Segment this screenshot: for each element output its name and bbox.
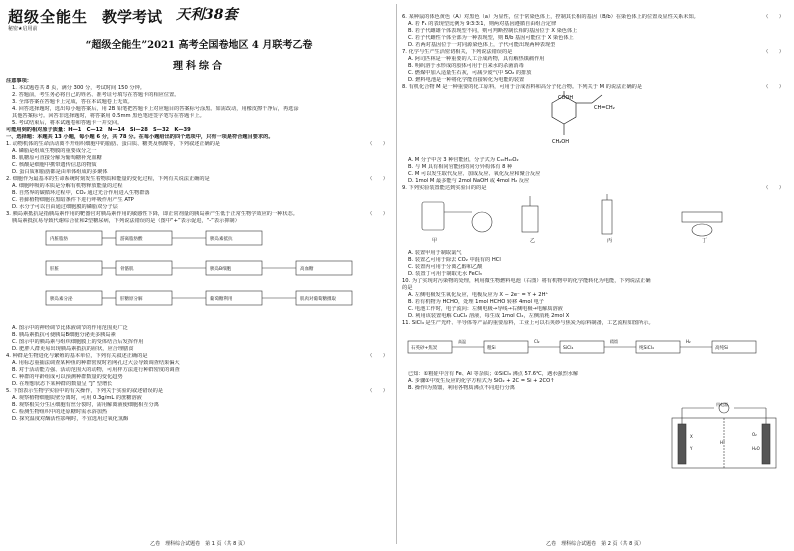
- question-option: D. 若两对基因位于一对同源染色体上，子代可能出现两种表现型: [408, 42, 556, 48]
- answer-bracket: （ ）: [367, 141, 388, 147]
- question-option: B. 胰岛素抵抗可使胰岛B细胞分泌更多胰岛素: [12, 332, 116, 338]
- question-text: 8. 有机化合物 M 是一种重要的化工原料，可用于合成香料和高分子化合物。下列关于 M 的说法正确的是: [402, 84, 643, 90]
- q11-options: [402, 371, 788, 392]
- question-option: B. 若子代雌雄个体表现型不同，则可判断控制长相的基因位于 X 染色体上: [408, 28, 578, 34]
- logo-brand: 超级全能生: [8, 8, 89, 26]
- flow-condition: H₂: [686, 339, 691, 344]
- question-option: D. 在理想状态下某种群的数量呈 “J” 型增长: [12, 381, 113, 387]
- question-option: A. 若 F₁ 的表现型比例为 9∶3∶3∶1，则两对基因遵循自由组合定律: [408, 21, 557, 27]
- question-option: B. 与 M 具有相同官能团的同分异构体有 8 种: [408, 164, 513, 170]
- question-option: 胰岛素抵抗易导致代谢综合征和2型糖尿病，下列说法错误的是（图中“+”表示促进，“-”表示抑制）: [12, 218, 240, 224]
- question-option: A. 装置甲用于制取氯气: [408, 250, 462, 256]
- diagram-node-label: 葡萄糖利用: [210, 297, 233, 302]
- question-option: B. 明矾溶于水形成的胶体可用于自来水的杀菌消毒: [408, 63, 524, 69]
- exam-title: “超级全能生”2021 高考全国卷地区 4 月联考乙卷: [85, 40, 313, 51]
- q8-options: [402, 157, 788, 185]
- question-text: 1. 动物机体的生命活动离不开组织细胞中的脂肪、蛋白质、糖类及核酸等，下列叙述正确的是: [6, 141, 221, 147]
- question-option: A. 图示中的神经调节比体液调节的作用范围更广泛: [12, 325, 128, 331]
- question-option: D. 燃料电池是一种将化学能直接转化为电能的装置: [408, 77, 525, 83]
- question-text: 6. 某种鼠的体色黄色（A）对黑色（a）为显性，位于常染色体上，控制其长相的基因（B/b）在染色体上的位置及显性关系未知。: [402, 14, 699, 20]
- question-option: B. 观察根尖分生区细胞有丝分裂时，需用解离液使细胞相互分离: [12, 402, 159, 408]
- note-item: 4. 回答选择题时，选出每小题答案后，用 2B 铅笔把答题卡上对应题目的答案标号涂黑。如需改动，用橡皮擦干净后，再选涂: [12, 106, 299, 112]
- question-option: B. 对于活动能力强、活动范围大的动物，可用样方法进行种群密度的调查: [12, 367, 180, 373]
- column-divider: [396, 4, 397, 544]
- questions-block-3: [402, 14, 788, 91]
- flow-condition: 高温: [458, 339, 466, 344]
- answer-bracket: （ ）: [367, 211, 388, 217]
- question-option: B. 装置乙可用于除去 CO₂ 中混有的 HCl: [408, 257, 501, 263]
- secret-mark: 秘密★启用前: [8, 26, 38, 32]
- diagram-node-label: 肝糖原分解: [120, 297, 143, 302]
- q11-flow: [402, 327, 788, 367]
- question-option: C. 图示中的胰岛素与组织细胞膜上的受体结合后发挥作用: [12, 339, 144, 345]
- flow-label: SiCl₄: [563, 346, 574, 351]
- flow-label: 粗Si: [487, 346, 496, 351]
- question-stem: [6, 211, 392, 218]
- question-option: D. 装置丁可用于制取无水 FeCl₃: [408, 271, 482, 277]
- question-stem: [6, 176, 392, 183]
- question-option: C. 种群的年龄组成可以预测种群数量的变化趋势: [12, 374, 123, 380]
- q8-label-cooh: COOH: [558, 95, 574, 101]
- section-heading: 一、选择题：本题共 13 小题，每小题 6 分，共 78 分。在每小题给出的四个选项中，只有一项是符合题目要求的。: [6, 134, 274, 140]
- question-option: C. 苔藓植物细胞在黑暗条件下进行呼吸作用产生 ATP: [12, 197, 134, 203]
- question-option: A. 左侧电极发生氧化反应，电极反应为 X − 2e⁻ = Y + 2H⁺: [408, 292, 549, 298]
- question-option: A. 磷脂是组成生物膜的重要成分之一: [12, 148, 97, 154]
- diagram-node-label: 游离脂肪酸: [120, 237, 143, 242]
- question-text: 5. 下图表示生物学实验中的有关操作，下列关于实验的叙述错误的是: [6, 388, 164, 394]
- note-item: 其他答案标号。回答非选择题时，将答案用 0.5mm 黑色笔迹签字笔写在答题卡上。: [12, 113, 205, 119]
- cell-label: X: [690, 434, 693, 439]
- q8-label-oh: CH₂OH: [552, 139, 569, 145]
- question-option: C. 若子代雌性个体全部为一种表现型，则 B/b 基因可能位于 X 染色体上: [408, 35, 574, 41]
- q8-structure: [402, 91, 788, 153]
- cell-label: O₂: [752, 432, 757, 437]
- answer-bracket: （ ）: [367, 353, 388, 359]
- question-option: C. 电池工作时，电子流向：左侧电极→导线→右侧电极→电解质溶液: [408, 306, 563, 312]
- question-stem: [6, 388, 392, 395]
- question-option: D. 蛋白质和脂肪都是由单体组成的多聚体: [12, 169, 108, 175]
- note-item: 3. 全部答案在答题卡上完成，答在本试题卷上无效。: [12, 99, 133, 105]
- footer-left: 乙卷 理科综合试题卷 第 1 页（共 8 页）: [150, 541, 248, 547]
- question-option: 已知：①粗硅中含有 Fe、Al 等杂质；②SiCl₄ 沸点 57.6℃，遇水强烈水解: [408, 371, 579, 377]
- diagram-node-label: 胰岛B细胞: [210, 267, 232, 272]
- answer-bracket: （ ）: [367, 388, 388, 394]
- apparatus-label: 甲: [432, 238, 438, 244]
- question-option: D. 利用该装置电解 CuCl₂ 溶液，每生成 1mol Cl₂，左侧消耗 2mol X: [408, 313, 570, 319]
- cell-label: H₂O: [752, 446, 760, 451]
- questions-block-1: [6, 141, 392, 225]
- question-option: C. 燃煤中加入适量生石灰，可减少废气中 SO₂ 的排放: [408, 70, 532, 76]
- question-option: D. 探究温度对酶活性影响时，不宜选用过氧化氢酶: [12, 416, 129, 422]
- question-option: A. 细胞呼吸的本质是分解有机物释放能量的过程: [12, 183, 123, 189]
- question-option: D. 肥胖人群更易出现胰岛素抵抗的症状，应合理膳食: [12, 346, 134, 352]
- questions-block-2: [6, 325, 392, 423]
- flow-label: 石英砂+焦炭: [411, 346, 438, 351]
- q10-stem: 10. 为了实现对污染物的处理，利用微生物燃料电池（右图）将有机物中的化学能转化为电能，下列说法正确的是: [402, 278, 651, 291]
- notes-list: [6, 85, 392, 127]
- note-item: 1. 本试题卷共 8 页，满分 300 分，考试时间 150 分钟。: [12, 85, 145, 91]
- question-option: B. 操作Ⅰ为蒸馏，利用各物质沸点不同进行分离: [408, 385, 515, 391]
- insulin-diagram: [6, 225, 392, 321]
- question-stem: [6, 353, 392, 360]
- cell-label: H⁺: [720, 440, 726, 445]
- diagram-node-label: 高血糖: [300, 267, 314, 272]
- question-option: A. 用标志重捕法调查某种鱼的种群密度时若网孔过大会导致调查结果偏大: [12, 360, 180, 366]
- header: [6, 0, 392, 34]
- exam-subject: 理科综合: [173, 61, 225, 72]
- note-item: 5. 考试结束后，将本试题卷和答题卡一并交回。: [12, 120, 123, 126]
- question-option: C. M 可以发生取代反应、加成反应、氧化反应和聚合反应: [408, 171, 541, 177]
- question-stem: [6, 141, 392, 148]
- q11-stem: 11. SiCl₄ 是生产光纤、半导体等产品的重要原料，工业上可以石英砂与焦炭为原料制备，工艺流程如图所示。: [402, 320, 654, 326]
- apparatus-label: 乙: [530, 238, 536, 244]
- question-text: 2. 细胞作为最基本的生命系统时刻发生着物质和能量的变化过程，下列有关说法正确的是: [6, 176, 210, 182]
- diagram-node-label: 内脏脂肪: [50, 237, 68, 242]
- answer-bracket: （ ）: [367, 176, 388, 182]
- answer-bracket: （ ）: [763, 49, 784, 55]
- question-text: 7. 化学与生产生活密切相关，下列说法错误的是: [402, 49, 513, 55]
- question-option: A. 步骤①中发生反应的化学方程式为 SiO₂ + 2C = Si + 2CO↑: [408, 378, 555, 384]
- flow-label: 高纯Si: [715, 346, 729, 351]
- diagram-node-label: 胰岛素分泌: [50, 297, 73, 302]
- q10-diagram: [664, 402, 784, 472]
- question-option: D. 水分子可以自由通过细胞膜的磷脂双分子层: [12, 204, 118, 210]
- q8-label-ch: CH=CH₂: [594, 105, 615, 111]
- diagram-node-label: 骨骼肌: [120, 267, 134, 272]
- diagram-node-label: 肌肉对葡萄糖摄取: [300, 297, 336, 302]
- answer-bracket: （ ）: [763, 14, 784, 20]
- question-option: B. 若有机物为 HCHO，处理 1mol HCHO 转移 4mol 电子: [408, 299, 544, 305]
- left-column: [6, 0, 392, 551]
- footer-right: 乙卷 理科综合试题卷 第 2 页（共 8 页）: [546, 541, 644, 547]
- flow-label: 纯SiCl₄: [639, 346, 654, 351]
- question-option: D. 1mol M 最多能与 2mol NaOH 或 4mol H₂ 反应: [408, 178, 530, 184]
- question-option: B. 自然界的碳循环过程中，CO₂ 通过光合作用进入生物群落: [12, 190, 150, 196]
- apparatus-label: 丁: [702, 238, 708, 244]
- answer-bracket: （ ）: [763, 84, 784, 90]
- note-item: 2. 答题前，考生务必将自己的姓名、准考证号填写在答题卡的相应位置。: [12, 92, 180, 98]
- flow-condition: 精馏: [610, 339, 618, 344]
- q9-apparatus: [402, 192, 788, 246]
- question-text: 3. 胰岛素抵抗是指胰岛素作用的靶器官对胰岛素作用的敏感性下降，即正常剂量的胰岛素产生低于正常生物学效应的一种状态。: [6, 211, 298, 217]
- q9-options: [402, 250, 788, 278]
- question-option: A. 阿司匹林是一种重要的人工合成药物，具有解热镇痛作用: [408, 56, 545, 62]
- apparatus-label: 丙: [607, 238, 613, 244]
- logo-tianli: 天利38套: [176, 7, 238, 23]
- question-option: C. 检测生物组织中的还原糖时需水浴加热: [12, 409, 108, 415]
- atomic-masses: 可能用到的相对原子质量：H—1 C—12 N—14 Si—28 S—32 K—39: [6, 127, 191, 133]
- flow-condition: Cl₂: [534, 339, 540, 344]
- question-stem: [402, 14, 788, 21]
- right-column: [402, 0, 788, 551]
- cell-label: 用电器: [716, 402, 728, 407]
- question-option: A. 观察植物细胞质壁分离时，可用 0.3g/mL 的蔗糖溶液: [12, 395, 142, 401]
- logo-subtitle: 教学考试: [102, 8, 163, 26]
- diagram-node-label: 肝脏: [50, 267, 59, 272]
- cell-label: Y: [690, 446, 693, 451]
- q10-options: [402, 292, 652, 320]
- question-text: 4. 种群是生物进化与繁殖的基本单位，下列有关叙述正确的是: [6, 353, 148, 359]
- notes-heading: 注意事项：: [6, 78, 32, 84]
- question-option: A. M 分子中含 3 种官能团，分子式为 C₁₀H₁₀O₂: [408, 157, 519, 163]
- question-option: C. 核酸是细胞中携带遗传信息的物质: [12, 162, 97, 168]
- question-stem: [402, 49, 788, 56]
- question-stem: [402, 84, 788, 91]
- q9-stem: 9. 下列实验装置能达到实验目的的是 （ ）: [402, 185, 784, 191]
- question-option: C. 装置丙可用于分离乙醇和乙酸: [408, 264, 483, 270]
- diagram-node-label: 胰岛素抵抗: [210, 237, 233, 242]
- question-option: B. 肌糖原可直接分解为葡萄糖补充血糖: [12, 155, 102, 161]
